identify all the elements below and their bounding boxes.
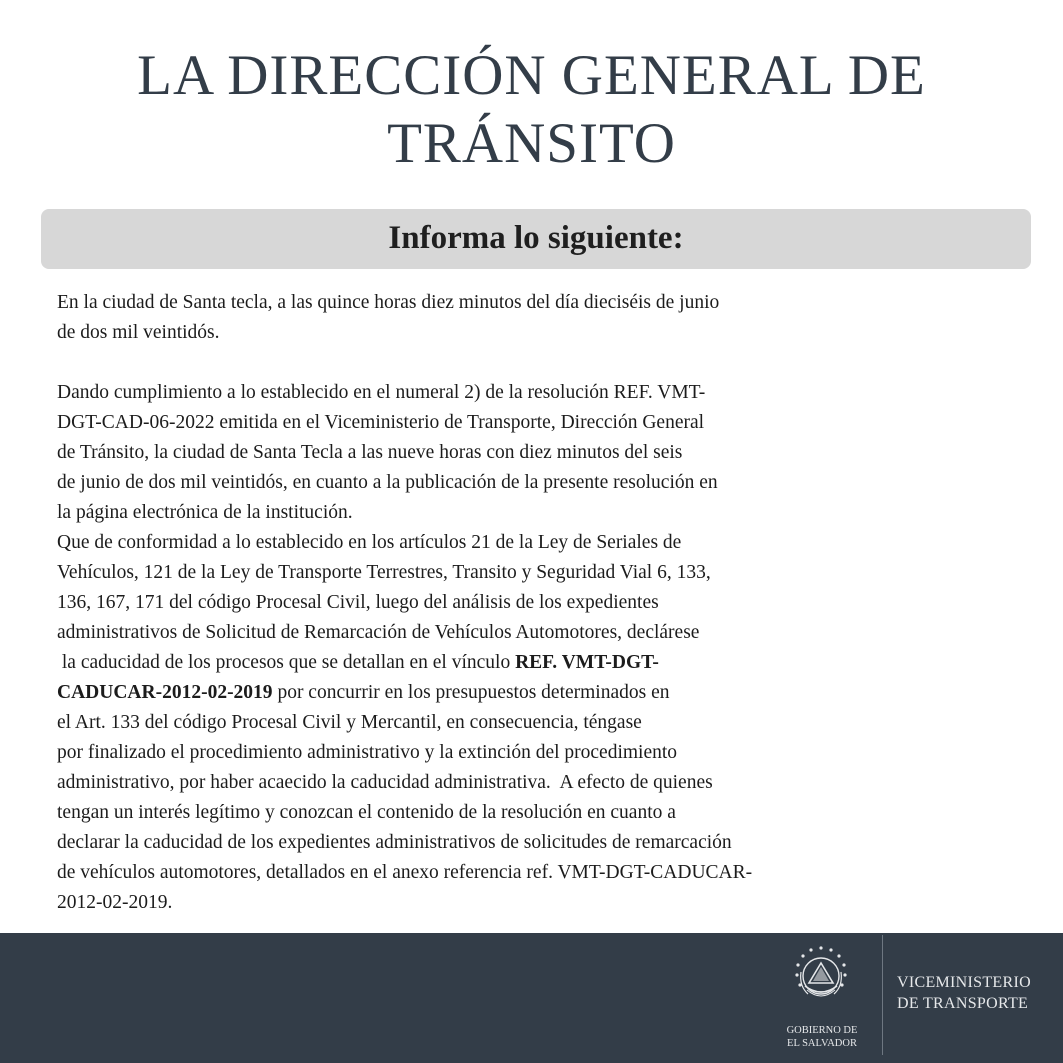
reference-prefix: la caducidad de los procesos que se detallan en el vínculo [57, 652, 516, 673]
body-line-reference-2 [57, 678, 1047, 708]
body-line: Que de conformidad a lo establecido en los artículos 21 de la Ley de Seriales de [57, 532, 682, 553]
body-line: el Art. 133 del código Procesal Civil y Mercantil, en consecuencia, téngase [57, 712, 642, 733]
paragraph-gap [57, 348, 1047, 378]
gobierno-el-salvador-label [772, 1024, 872, 1050]
title-line-1: LA DIRECCIÓN GENERAL DE [137, 44, 926, 107]
body-line: 2012-02-2019. [57, 892, 173, 913]
reference-suffix: por concurrir en los presupuestos determinados en [272, 682, 670, 703]
body-line: administrativo, por haber acaecido la caducidad administrativa. A efecto de quienes [57, 772, 713, 793]
body-line: de junio de dos mil veintidós, en cuanto a la publicación de la presente resolución en [57, 472, 718, 493]
vmt-line-2: DE TRANSPORTE [897, 995, 1029, 1012]
body-line: Vehículos, 121 de la Ley de Transporte Terrestres, Transito y Seguridad Vial 6, 133, [57, 562, 711, 583]
reference-code-part2: CADUCAR-2012-02-2019 [57, 682, 273, 703]
body-line: declarar la caducidad de los expedientes administrativos de solicitudes de remarcación [57, 832, 732, 853]
body-line: DGT-CAD-06-2022 emitida en el Viceministerio de Transporte, Dirección General [57, 412, 705, 433]
body-text [57, 288, 1047, 918]
gov-line-1: GOBIERNO DE [786, 1025, 858, 1036]
footer-divider [882, 935, 883, 1055]
body-line: de vehículos automotores, detallados en el anexo referencia ref. VMT-DGT-CADUCAR- [57, 862, 753, 883]
body-line: administrativos de Solicitud de Remarcación de Vehículos Automotores, declárese [57, 622, 700, 643]
gov-line-2: EL SALVADOR [787, 1038, 857, 1049]
body-line: Dando cumplimiento a lo establecido en el numeral 2) de la resolución REF. VMT- [57, 382, 706, 403]
body-line: por finalizado el procedimiento administrativo y la extinción del procedimiento [57, 742, 678, 763]
body-line: de Tránsito, la ciudad de Santa Tecla a las nueve horas con diez minutos del seis [57, 442, 683, 463]
body-line-reference [57, 648, 1047, 678]
reference-code-part1: REF. VMT-DGT- [515, 652, 659, 673]
title-line-2: TRÁNSITO [387, 112, 676, 175]
body-line: la página electrónica de la institución. [57, 502, 353, 523]
subtitle-banner [41, 209, 1031, 269]
el-salvador-coat-of-arms-icon [792, 942, 850, 1020]
vmt-line-1: VICEMINISTERIO [897, 974, 1031, 991]
body-line: de dos mil veintidós. [57, 322, 220, 343]
subtitle: Informa lo siguiente: [388, 219, 684, 256]
viceministerio-label [897, 972, 1031, 1014]
page-title [0, 42, 1063, 178]
body-line: En la ciudad de Santa tecla, a las quince horas diez minutos del día dieciséis de junio [57, 292, 720, 313]
body-line: tengan un interés legítimo y conozcan el contenido de la resolución en cuanto a [57, 802, 676, 823]
body-line: 136, 167, 171 del código Procesal Civil, luego del análisis de los expedientes [57, 592, 659, 613]
